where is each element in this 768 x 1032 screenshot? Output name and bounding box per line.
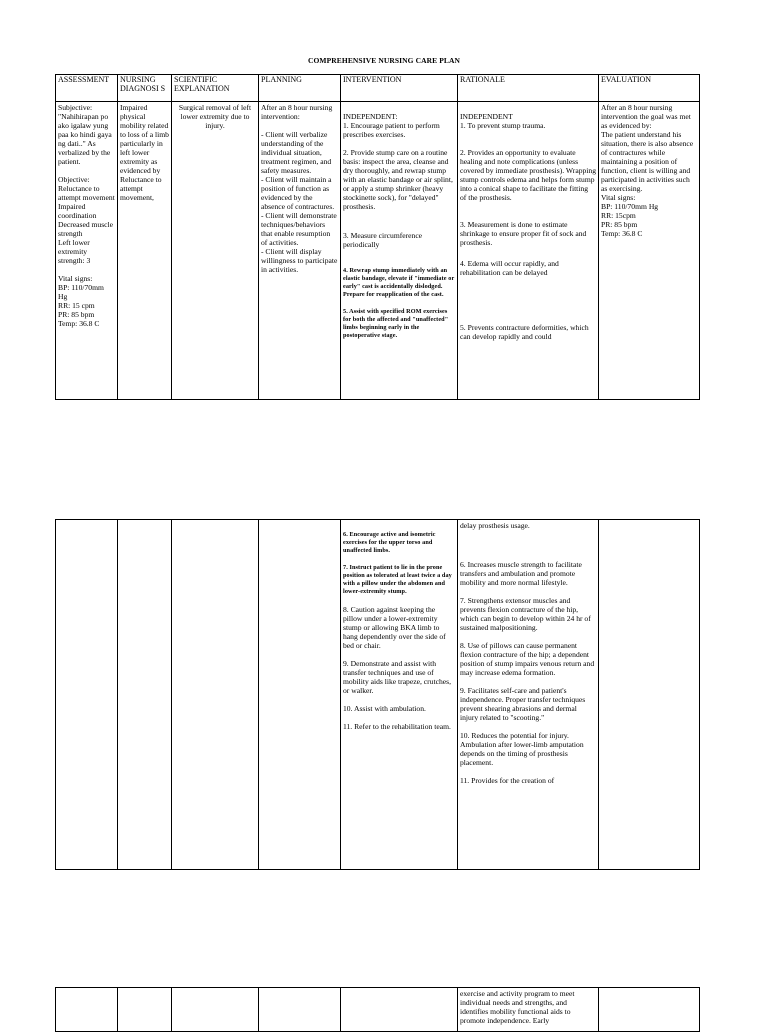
planning-goal: - Client will maintain a position of function as evidenced by the absence of contractures. [261,175,335,211]
rationale-item: 2. Provides an opportunity to evaluate healing and note complications (unless covered by immediate prosthesis). Wrapping stump controls edema and helps form stump into a conical shape to facilitate the fitting of the prosthesis. [460,148,596,202]
rationale-item: 10. Reduces the potential for injury. Ambulation after lower-limb amputation depends on the timing of prosthesis placement. [460,731,584,767]
header-intervention: INTERVENTION [341,75,458,102]
intervention-item: 10. Assist with ambulation. [343,704,426,713]
rationale-item: 1. To prevent stump trauma. [460,121,546,130]
care-plan-table-page-1 [55,74,700,400]
assessment-cell [56,102,118,400]
diagnosis-cell [118,988,172,1032]
scientific-explanation-text: Surgical removal of left lower extremity due to injury. [178,103,252,130]
planning-goal: - Client will verbalize understanding of the individual situation, treatment regimen, and safety measures. [261,130,332,175]
explanation-cell [172,988,259,1032]
table-row [56,988,700,1032]
intervention-cell [341,102,458,400]
assessment-cell [56,520,118,870]
assessment-objective: Objective: Reluctance to attempt movement Impaired coordination Decreased muscle strength Left lower extremity strength: 3 [58,175,115,265]
intervention-heading: INDEPENDENT: [343,112,398,121]
header-planning: PLANNING [259,75,341,102]
intervention-item: 7. Instruct patient to lie in the prone position as tolerated at least twice a day with a pillow under the abdomen and lower-extremity stump. [343,564,452,595]
header-nursing-diagnosis: NURSING DIAGNOSI S [118,75,172,102]
table-row [56,520,700,870]
rationale-cell [458,988,599,1032]
rationale-item: 8. Use of pillows can cause permanent flexion contracture of the hip; a dependent position of stump impairs venous return and may increase edema formation. [460,641,595,677]
evaluation-cell [599,520,700,870]
evaluation-cell [599,988,700,1032]
rationale-item: 6. Increases muscle strength to facilitate transfers and ambulation and promote mobility and more normal lifestyle. [460,560,582,587]
rationale-item: exercise and activity program to meet individual needs and strengths, and identifies mobility functional aids to promote independence. Early [460,989,575,1025]
intervention-item: 6. Encourage active and isometric exercises for the upper torso and unaffected limbs. [343,531,436,554]
rationale-item: 7. Strengthens extensor muscles and prevents flexion contracture of the hip, which can begin to develop within 24 hr of sustained malpositioning. [460,596,591,632]
care-plan-table-page-2 [55,519,700,870]
intervention-item: 3. Measure circumference periodically [343,231,423,249]
planning-cell [259,988,341,1032]
header-evaluation: EVALUATION [599,75,700,102]
planning-intro: After an 8 hour nursing intervention: [261,103,333,121]
table-row [56,102,700,400]
evaluation-vital-signs: Vital signs: BP: 110/70mm Hg RR: 15cpm PR: 85 bpm Temp: 36.8 C [601,193,659,238]
care-plan-table-page-3 [55,987,700,1032]
explanation-cell [172,520,259,870]
rationale-item: 5. Prevents contracture deformities, which can develop rapidly and could [460,323,589,341]
intervention-item: 11. Refer to the rehabilitation team. [343,722,451,731]
evaluation-text: After an 8 hour nursing intervention the goal was met as evidenced by: The patient understand his situation, there is also absence of contractures while maintaining a position of function, client is willing and participated in activities such as exercising. [601,103,694,193]
rationale-heading: INDEPENDENT [460,112,513,121]
intervention-item: 8. Caution against keeping the pillow under a lower-extremity stump or allowing BKA limb to hang dependently over the side of bed or chair. [343,605,446,650]
header-rationale: RATIONALE [458,75,599,102]
evaluation-cell [599,102,700,400]
rationale-item: delay prosthesis usage. [460,521,530,530]
rationale-item: 9. Facilitates self-care and patient's independence. Proper transfer techniques prevent shearing abrasions and dermal injury related to "scooting." [460,686,586,722]
intervention-item: 4. Rewrap stump immediately with an elastic bandage, elevate if "immediate or early" cast is accidentally dislodged. Prepare for reapplication of the cast. [343,267,455,298]
rationale-item: 4. Edema will occur rapidly, and rehabilitation can be delayed [460,259,559,277]
explanation-cell [172,102,259,400]
header-row [56,75,700,102]
intervention-cell [341,988,458,1032]
planning-cell [259,520,341,870]
assessment-vital-signs: Vital signs: BP: 110/70mm Hg RR: 15 cpm PR: 85 bpm Temp: 36.8 C [58,274,104,328]
planning-cell [259,102,341,400]
rationale-cell [458,102,599,400]
diagnosis-cell [118,520,172,870]
nursing-diagnosis-text: Impaired physical mobility related to loss of a limb particularly in left lower extremity as evidenced by Reluctance to attempt movement, [120,103,169,202]
assessment-subjective: Subjective: "Nahihirapan po ako igalaw yung paa ko hindi gaya ng dati.." As verbalized by the patient. [58,103,112,166]
rationale-cell [458,520,599,870]
assessment-cell [56,988,118,1032]
rationale-item: 11. Provides for the creation of [460,776,555,785]
header-assessment: ASSESSMENT [56,75,118,102]
intervention-item: 2. Provide stump care on a routine basis: inspect the area, cleanse and dry thoroughly, and rewrap stump with an elastic bandage or air splint, or apply a stump shrinker (heavy stockinette sock), for "delayed" prosthesis. [343,148,453,211]
page-title: COMPREHENSIVE NURSING CARE PLAN [307,56,461,65]
rationale-item: 3. Measurement is done to estimate shrinkage to ensure proper fit of sock and prosthesis. [460,220,587,247]
header-scientific-explanation: SCIENTIFIC EXPLANATION [172,75,259,102]
planning-goal: - Client will demonstrate techniques/behaviors that enable resumption of activities. [261,211,337,247]
planning-goal: - Client will display willingness to participate in activities. [261,247,338,274]
intervention-cell [341,520,458,870]
intervention-item: 9. Demonstrate and assist with transfer techniques and use of mobility aids like trapeze, crutches, or walker. [343,659,451,695]
intervention-item: 1. Encourage patient to perform prescribes exercises. [343,121,440,139]
intervention-item: 5. Assist with specified ROM exercises for both the affected and "unaffected" limbs beginning early in the postoperative stage. [343,308,449,339]
diagnosis-cell [118,102,172,400]
